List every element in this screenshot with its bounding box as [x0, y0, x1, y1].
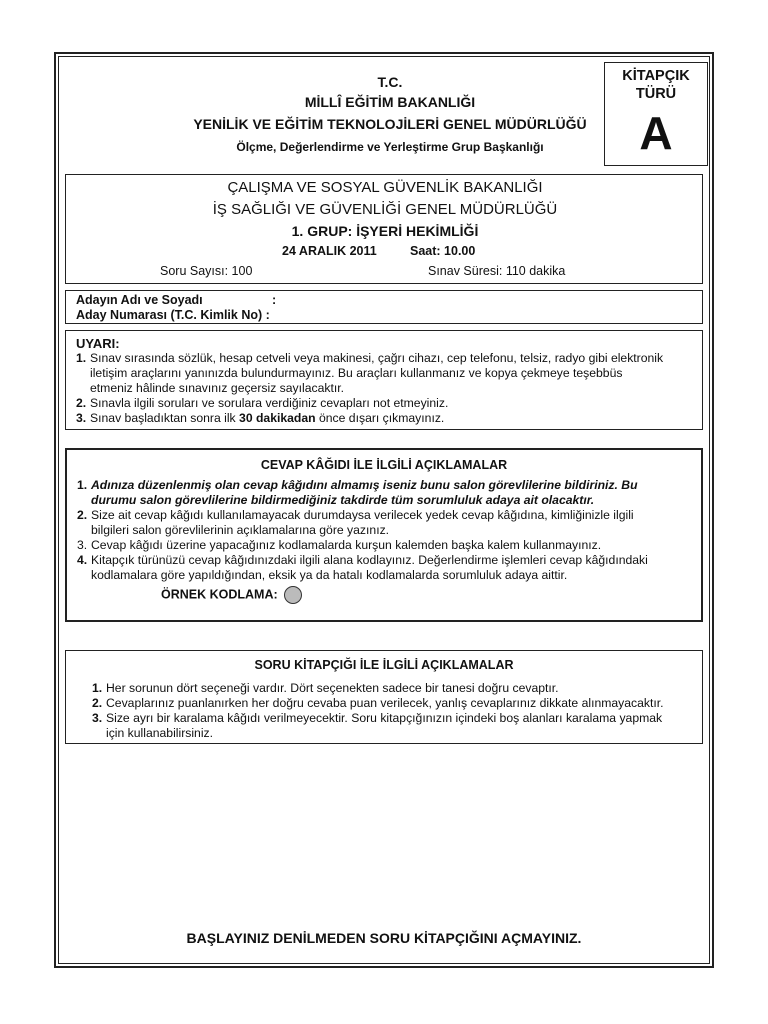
question-booklet-item: 1. Her sorunun dört seçeneği vardır. Dört seçenekten sadece bir tanesi doğru cevaptır.	[92, 681, 559, 695]
answer-sheet-item: 2. Size ait cevap kâğıdı kullanılamayacak durumdaysa verilecek yedek cevap kâğıdına, kimliğinizle ilgili bilgileri salon görevlilerinin açıklamalarına göre yazınız.	[77, 508, 634, 537]
exam-ministry: ÇALIŞMA VE SOSYAL GÜVENLİK BAKANLIĞI	[227, 179, 543, 196]
answer-sheet-box	[65, 448, 703, 622]
header-subunit: Ölçme, Değerlendirme ve Yerleştirme Grup Başkanlığı	[236, 140, 544, 154]
candidate-number-label: Aday Numarası (T.C. Kimlik No) :	[76, 308, 270, 322]
exam-question-count: Soru Sayısı: 100	[160, 264, 253, 278]
candidate-box	[65, 290, 703, 324]
booklet-type-label-1: KİTAPÇIK	[622, 68, 690, 84]
exam-group: 1. GRUP: İŞYERİ HEKİMLİĞİ	[291, 223, 479, 239]
question-booklet-box	[65, 650, 703, 744]
warning-title: UYARI:	[76, 336, 120, 351]
footer-notice: BAŞLAYINIZ DENİLMEDEN SORU KİTAPÇIĞINI AÇMAYINIZ.	[186, 930, 582, 946]
question-booklet-item: 3. Size ayrı bir karalama kâğıdı verilmeyecektir. Soru kitapçığınızın içindeki boş alanları karalama yapmak için kullanabilirsiniz.	[92, 711, 663, 740]
question-booklet-item: 2. Cevaplarınız puanlanırken her doğru cevaba puan verilecek, yanlış cevaplarınız dikkate alınmayacaktır.	[92, 696, 664, 710]
answer-sheet-item: 3. Cevap kâğıdı üzerine yapacağınız kodlamalarda kurşun kalemden başka kalem kullanmayınız.	[77, 538, 602, 552]
header-directorate: YENİLİK VE EĞİTİM TEKNOLOJİLERİ GENEL MÜDÜRLÜĞÜ	[193, 116, 587, 132]
warning-item: 2. Sınavla ilgili soruları ve sorulara verdiğiniz cevapları not etmeyiniz.	[76, 396, 449, 410]
sample-coding	[161, 586, 302, 604]
exam-info-box	[65, 174, 703, 284]
booklet-type-label-2: TÜRÜ	[635, 86, 677, 102]
booklet-type-box	[604, 62, 708, 166]
answer-sheet-title: CEVAP KÂĞIDI İLE İLGİLİ AÇIKLAMALAR	[260, 458, 508, 472]
header-tc: T.C.	[377, 74, 403, 90]
answer-sheet-item: 1. Adınıza düzenlenmiş olan cevap kâğıdını almamış iseniz bunu salon görevlilerine bildiriniz. Bu durumu salon görevlilerine bildirmediğiniz takdirde tüm sorumluluk adaya ait olacaktır.	[77, 478, 638, 507]
answer-sheet-item: 4. Kitapçık türünüzü cevap kâğıdınızdaki ilgili alana kodlayınız. Değerlendirme işlemleri cevap kâğıdındaki kodlamalara göre yapıldığından, eksik ya da hatalı kodlamalarda sorumluluk adaya aittir.	[77, 553, 648, 582]
warning-item: 1. Sınav sırasında sözlük, hesap cetveli veya makinesi, çağrı cihazı, cep telefonu, telsiz, radyo gibi elektronik iletişim araçlarını yanınızda bulundurmayınız. Bu araçları kullanmanız ve kopya çekmeye teşebbüs etmeniz hâlinde sınavınız geçersiz sayılacaktır.	[76, 351, 664, 395]
exam-duration: Sınav Süresi: 110 dakika	[428, 264, 566, 278]
exam-directorate: İŞ SAĞLIĞI VE GÜVENLİĞİ GENEL MÜDÜRLÜĞÜ	[212, 201, 558, 218]
candidate-name-label: Adayın Adı ve Soyadı	[76, 293, 203, 307]
warning-item: 3. Sınav başladıktan sonra ilk 30 dakikadan önce dışarı çıkmayınız.	[76, 411, 445, 425]
booklet-type-letter: A	[639, 107, 673, 159]
warning-box	[65, 330, 703, 430]
exam-date: 24 ARALIK 2011	[282, 244, 377, 258]
sample-coding-label: ÖRNEK KODLAMA:	[161, 587, 278, 602]
candidate-name-colon: :	[272, 293, 277, 307]
exam-time: Saat: 10.00	[410, 244, 476, 258]
sample-filled-bubble-icon	[284, 586, 302, 604]
question-booklet-title: SORU KİTAPÇIĞI İLE İLGİLİ AÇIKLAMALAR	[254, 658, 514, 672]
header-ministry: MİLLÎ EĞİTİM BAKANLIĞI	[304, 94, 476, 110]
